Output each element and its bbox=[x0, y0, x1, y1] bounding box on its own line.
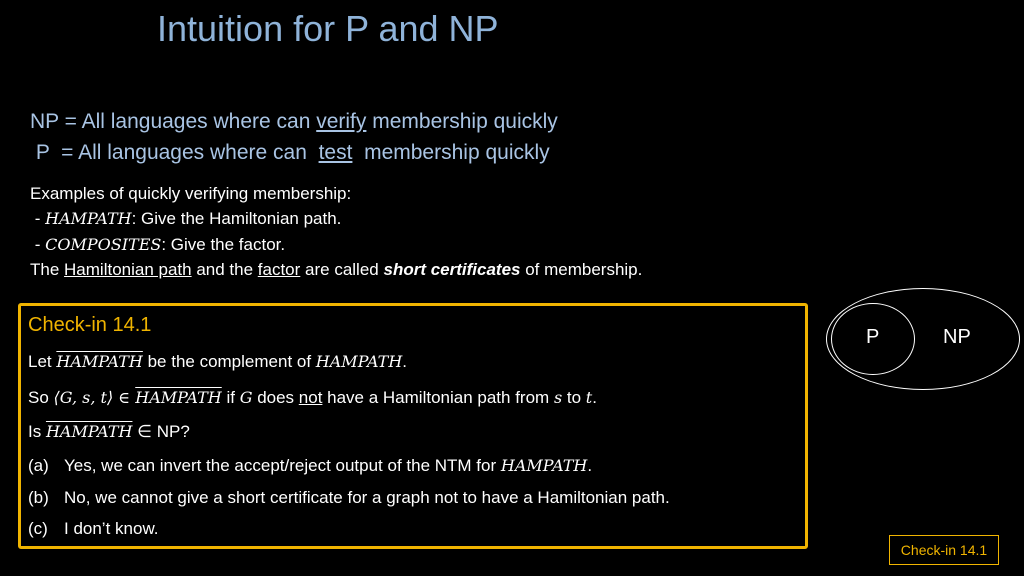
s-math: s bbox=[553, 388, 563, 407]
option-c[interactable] bbox=[28, 519, 159, 539]
np-def-suffix: membership quickly bbox=[366, 110, 558, 133]
np-def-prefix: NP = All languages where can bbox=[30, 110, 317, 133]
summary-mid2: are called bbox=[300, 260, 384, 279]
hampath-math: HAMPATH bbox=[500, 456, 588, 475]
short-certificates-summary bbox=[30, 260, 642, 280]
line2-to: to bbox=[562, 388, 586, 407]
tuple-math: ⟨G, s, t⟩ ∈ bbox=[53, 388, 136, 407]
summary-short-certificates: short certificates bbox=[383, 260, 521, 279]
examples-heading: Examples of quickly verifying membership: bbox=[30, 184, 352, 203]
p-def-prefix: P = All languages where can bbox=[30, 141, 319, 164]
checkin-line-2 bbox=[28, 388, 597, 408]
option-b[interactable] bbox=[28, 488, 670, 508]
option-a-tail: . bbox=[587, 456, 593, 475]
option-a-label: (a) bbox=[28, 456, 49, 475]
line1-mid: be the complement of bbox=[142, 352, 316, 371]
hampath-math: HAMPATH bbox=[45, 209, 132, 228]
line2-mid3: have a Hamiltonian path from bbox=[322, 388, 554, 407]
line3-post: ∈ NP? bbox=[132, 422, 190, 441]
checkin-heading: Check-in 14.1 bbox=[28, 314, 152, 336]
line3-pre: Is bbox=[28, 422, 46, 441]
line2-post: . bbox=[592, 388, 597, 407]
summary-mid: and the bbox=[191, 260, 258, 279]
option-c-label: (c) bbox=[28, 519, 48, 538]
summary-factor: factor bbox=[257, 260, 301, 279]
p-def-suffix: membership quickly bbox=[352, 141, 550, 164]
option-a[interactable] bbox=[28, 456, 592, 476]
option-c-text: I don’t know. bbox=[64, 519, 159, 538]
venn-p-label: P bbox=[866, 326, 880, 348]
p-def-keyword: test bbox=[318, 141, 353, 164]
hampath-complement-math: HAMPATH bbox=[135, 388, 222, 407]
line2-not: not bbox=[298, 388, 323, 407]
option-b-label: (b) bbox=[28, 488, 49, 507]
example-item-composites-text: : Give the factor. bbox=[161, 235, 286, 254]
venn-np-label: NP bbox=[943, 326, 971, 348]
np-def-keyword: verify bbox=[316, 110, 367, 133]
example-item-hampath-text: : Give the Hamiltonian path. bbox=[131, 209, 342, 228]
t-math: t bbox=[585, 388, 593, 407]
line1-post: . bbox=[402, 352, 408, 371]
summary-post: of membership. bbox=[520, 260, 643, 279]
option-b-text: No, we cannot give a short certificate for a graph not to have a Hamiltonian path. bbox=[64, 488, 670, 507]
summary-hamiltonian-path: Hamiltonian path bbox=[64, 260, 192, 279]
g-math: G bbox=[239, 388, 253, 407]
checkin-box bbox=[18, 303, 808, 549]
slide-title: Intuition for P and NP bbox=[157, 8, 499, 49]
checkin-line-1 bbox=[28, 352, 407, 372]
option-a-text: Yes, we can invert the accept/reject output of the NTM for bbox=[64, 456, 501, 475]
hampath-complement-math: HAMPATH bbox=[56, 352, 143, 371]
line2-pre: So bbox=[28, 388, 54, 407]
checkin-badge[interactable]: Check-in 14.1 bbox=[889, 535, 999, 565]
hampath-math: HAMPATH bbox=[315, 352, 403, 371]
line1-pre: Let bbox=[28, 352, 57, 371]
checkin-question bbox=[28, 422, 190, 442]
composites-math: COMPOSITES bbox=[45, 235, 162, 254]
p-definition bbox=[30, 141, 550, 165]
example-item-composites: - COMPOSITES: Give the factor. bbox=[30, 235, 286, 254]
np-definition bbox=[30, 110, 558, 134]
hampath-complement-math: HAMPATH bbox=[45, 422, 133, 441]
summary-pre: The bbox=[30, 260, 65, 279]
line2-mid: if bbox=[221, 388, 240, 407]
example-item-hampath: - HAMPATH: Give the Hamiltonian path. bbox=[30, 209, 342, 228]
line2-mid2: does bbox=[252, 388, 299, 407]
